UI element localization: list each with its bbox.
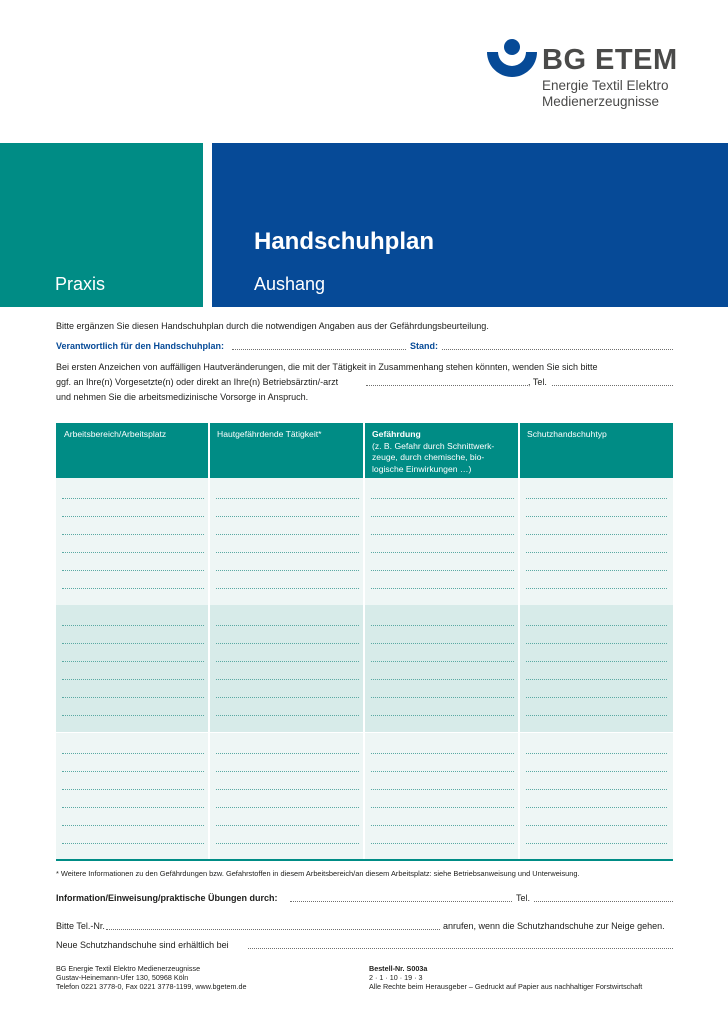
cell-entry-line[interactable] bbox=[526, 588, 667, 589]
cell-entry-line[interactable] bbox=[62, 807, 204, 808]
cell-entry-line[interactable] bbox=[62, 679, 204, 680]
tel-label: , Tel. bbox=[528, 377, 547, 387]
cell-entry-line[interactable] bbox=[526, 643, 667, 644]
call-suffix: anrufen, wenn die Schutzhandschuhe zur Neige gehen. bbox=[443, 921, 665, 931]
cell-entry-line[interactable] bbox=[371, 715, 514, 716]
intro-line: Bitte ergänzen Sie diesen Handschuhplan durch die notwendigen Angaben aus der Gefährdungsbeurteilung. bbox=[56, 321, 489, 331]
cell-entry-line[interactable] bbox=[62, 843, 204, 844]
cell-entry-line[interactable] bbox=[526, 661, 667, 662]
cell-entry-line[interactable] bbox=[62, 588, 204, 589]
info-person-field[interactable] bbox=[290, 901, 512, 902]
footer-order-number: Bestell-Nr. S003a bbox=[369, 964, 428, 973]
glove-plan-table bbox=[56, 423, 673, 860]
cell-entry-line[interactable] bbox=[216, 843, 359, 844]
cell-entry-line[interactable] bbox=[371, 825, 514, 826]
cell-entry-line[interactable] bbox=[371, 679, 514, 680]
cell-entry-line[interactable] bbox=[216, 643, 359, 644]
cell-entry-line[interactable] bbox=[371, 516, 514, 517]
cell-entry-line[interactable] bbox=[216, 661, 359, 662]
footer-code: 2 · 1 · 10 · 19 · 3 bbox=[369, 973, 423, 982]
cell-entry-line[interactable] bbox=[371, 643, 514, 644]
cell-entry-line[interactable] bbox=[216, 771, 359, 772]
logo-line-1: Energie Textil Elektro bbox=[542, 78, 669, 93]
new-gloves-field[interactable] bbox=[248, 948, 673, 949]
footer-contact: Telefon 0221 3778-0, Fax 0221 3778-1199, www.bgetem.de bbox=[56, 982, 247, 991]
cell-entry-line[interactable] bbox=[62, 625, 204, 626]
cell-entry-line[interactable] bbox=[62, 825, 204, 826]
cell-entry-line[interactable] bbox=[62, 643, 204, 644]
cell-entry-line[interactable] bbox=[371, 570, 514, 571]
col-header-hazard-sub-2: zeuge, durch chemische, bio- bbox=[372, 452, 485, 462]
cell-entry-line[interactable] bbox=[216, 552, 359, 553]
cell-entry-line[interactable] bbox=[62, 498, 204, 499]
stand-label: Stand: bbox=[410, 341, 438, 351]
info-tel-label: Tel. bbox=[516, 893, 531, 903]
cell-entry-line[interactable] bbox=[526, 625, 667, 626]
cell-entry-line[interactable] bbox=[526, 843, 667, 844]
cell-entry-line[interactable] bbox=[371, 552, 514, 553]
document-title: Handschuhplan bbox=[254, 228, 435, 255]
cell-entry-line[interactable] bbox=[216, 715, 359, 716]
cell-entry-line[interactable] bbox=[371, 534, 514, 535]
cell-entry-line[interactable] bbox=[216, 753, 359, 754]
cell-entry-line[interactable] bbox=[216, 697, 359, 698]
cell-entry-line[interactable] bbox=[62, 789, 204, 790]
cell-entry-line[interactable] bbox=[62, 552, 204, 553]
logo-name: BG ETEM bbox=[542, 44, 678, 76]
cell-entry-line[interactable] bbox=[216, 588, 359, 589]
advice-line-1: Bei ersten Anzeichen von auffälligen Hautveränderungen, die mit der Tätigkeit in Zusammenhang stehen könnten, wenden Sie sich bitte bbox=[56, 362, 598, 372]
cell-entry-line[interactable] bbox=[216, 807, 359, 808]
column-divider bbox=[363, 423, 365, 860]
cell-entry-line[interactable] bbox=[216, 679, 359, 680]
cell-entry-line[interactable] bbox=[526, 516, 667, 517]
col-header-hazard-title: Gefährdung bbox=[372, 429, 421, 439]
footer-address: Gustav-Heinemann-Ufer 130, 50968 Köln bbox=[56, 973, 189, 982]
cell-entry-line[interactable] bbox=[526, 753, 667, 754]
cell-entry-line[interactable] bbox=[62, 753, 204, 754]
cell-entry-line[interactable] bbox=[62, 534, 204, 535]
responsible-field[interactable] bbox=[232, 349, 406, 350]
cell-entry-line[interactable] bbox=[216, 825, 359, 826]
cell-entry-line[interactable] bbox=[371, 661, 514, 662]
cell-entry-line[interactable] bbox=[526, 771, 667, 772]
cell-entry-line[interactable] bbox=[526, 679, 667, 680]
cell-entry-line[interactable] bbox=[526, 807, 667, 808]
cell-entry-line[interactable] bbox=[371, 625, 514, 626]
new-gloves-label: Neue Schutzhandschuhe sind erhältlich bei bbox=[56, 940, 229, 950]
cell-entry-line[interactable] bbox=[62, 570, 204, 571]
cell-entry-line[interactable] bbox=[371, 807, 514, 808]
col-header-area: Arbeitsbereich/Arbeitsplatz bbox=[64, 429, 167, 439]
logo-mark-icon bbox=[486, 38, 538, 78]
cell-entry-line[interactable] bbox=[371, 753, 514, 754]
logo-line-2: Medienerzeugnisse bbox=[542, 94, 660, 109]
cell-entry-line[interactable] bbox=[371, 789, 514, 790]
cell-entry-line[interactable] bbox=[526, 498, 667, 499]
footer-org: BG Energie Textil Elektro Medienerzeugnisse bbox=[56, 964, 201, 973]
col-header-hazard bbox=[372, 429, 494, 475]
table-bottom-rule bbox=[56, 859, 673, 861]
cell-entry-line[interactable] bbox=[216, 534, 359, 535]
cell-entry-line[interactable] bbox=[371, 498, 514, 499]
document-subtitle: Aushang bbox=[254, 274, 326, 294]
cell-entry-line[interactable] bbox=[216, 516, 359, 517]
col-header-hazard-sub-1: (z. B. Gefahr durch Schnittwerk- bbox=[372, 440, 495, 451]
col-header-glove-type: Schutzhandschuhtyp bbox=[527, 429, 607, 439]
cell-entry-line[interactable] bbox=[526, 715, 667, 716]
cell-entry-line[interactable] bbox=[371, 843, 514, 844]
cell-entry-line[interactable] bbox=[526, 570, 667, 571]
column-divider bbox=[518, 423, 520, 860]
cell-entry-line[interactable] bbox=[62, 516, 204, 517]
cell-entry-line[interactable] bbox=[526, 789, 667, 790]
cell-entry-line[interactable] bbox=[62, 715, 204, 716]
doctor-field[interactable] bbox=[366, 385, 528, 386]
cell-entry-line[interactable] bbox=[526, 697, 667, 698]
cell-entry-line[interactable] bbox=[216, 570, 359, 571]
column-divider bbox=[208, 423, 210, 860]
cell-entry-line[interactable] bbox=[216, 789, 359, 790]
footnote: * Weitere Informationen zu den Gefährdungen bzw. Gefahrstoffen in diesem Arbeitsbereich/an diesem Arbeitsplatz: siehe Betriebsanweisung und Unterweisung. bbox=[56, 869, 580, 878]
cell-entry-line[interactable] bbox=[62, 661, 204, 662]
cell-entry-line[interactable] bbox=[216, 498, 359, 499]
info-tel-field[interactable] bbox=[534, 901, 673, 902]
cell-entry-line[interactable] bbox=[371, 771, 514, 772]
advice-line-2: ggf. an Ihre(n) Vorgesetzte(n) oder direkt an Ihre(n) Betriebsärztin/-arzt bbox=[56, 377, 339, 387]
cell-entry-line[interactable] bbox=[62, 771, 204, 772]
footer-rights: Alle Rechte beim Herausgeber – Gedruckt auf Papier aus nachhaltiger Forstwirtschaft bbox=[369, 982, 643, 991]
stand-field[interactable] bbox=[442, 349, 673, 350]
section-label: Praxis bbox=[55, 274, 106, 294]
call-number-field[interactable] bbox=[106, 929, 440, 930]
responsible-label: Verantwortlich für den Handschuhplan: bbox=[56, 341, 225, 351]
cell-entry-line[interactable] bbox=[526, 825, 667, 826]
cell-entry-line[interactable] bbox=[62, 697, 204, 698]
cell-entry-line[interactable] bbox=[371, 697, 514, 698]
info-label: Information/Einweisung/praktische Übungen durch: bbox=[56, 893, 278, 903]
cell-entry-line[interactable] bbox=[216, 625, 359, 626]
bg-etem-logo bbox=[486, 38, 686, 118]
doctor-tel-field[interactable] bbox=[552, 385, 673, 386]
col-header-hazard-sub-3: logische Einwirkungen …) bbox=[372, 463, 472, 474]
cell-entry-line[interactable] bbox=[526, 552, 667, 553]
col-header-activity: Hautgefährdende Tätigkeit* bbox=[217, 429, 322, 439]
advice-line-3: und nehmen Sie die arbeitsmedizinische Vorsorge in Anspruch. bbox=[56, 392, 309, 402]
call-prefix: Bitte Tel.-Nr. bbox=[56, 921, 105, 931]
cell-entry-line[interactable] bbox=[526, 534, 667, 535]
cell-entry-line[interactable] bbox=[371, 588, 514, 589]
